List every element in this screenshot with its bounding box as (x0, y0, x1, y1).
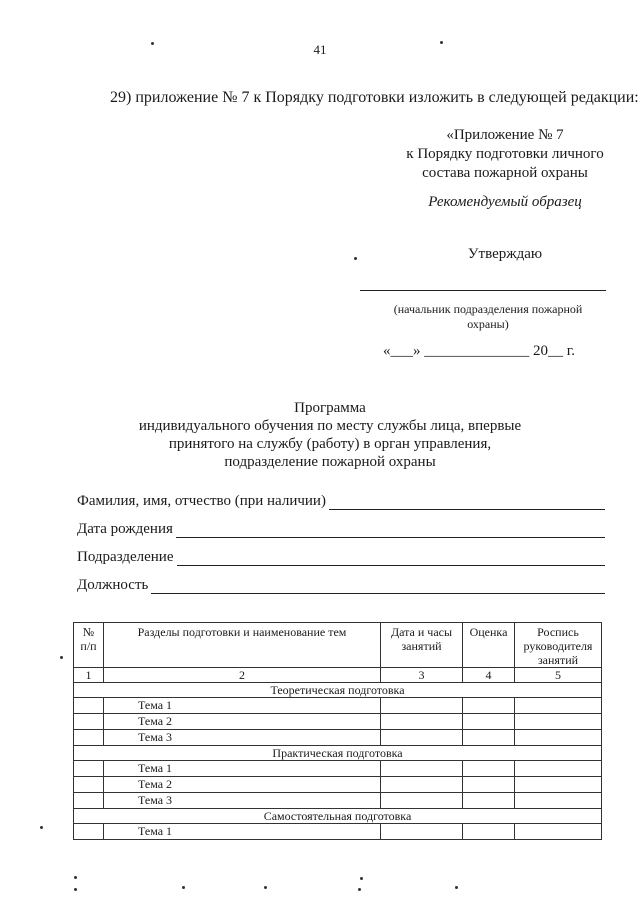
header-line: № (82, 625, 95, 639)
scan-speck (354, 257, 357, 260)
cell-date[interactable] (381, 730, 463, 746)
signature-line (360, 290, 606, 291)
topic-name: Тема 2 (104, 714, 381, 730)
section-title: Самостоятельная подготовка (74, 809, 602, 824)
cell-num[interactable] (74, 793, 104, 809)
table-row (74, 793, 602, 809)
column-number: 1 (74, 668, 104, 683)
cell-num[interactable] (74, 714, 104, 730)
cell-grade[interactable] (463, 730, 515, 746)
header-date (381, 623, 463, 668)
column-number-row (74, 668, 602, 683)
approval-title: Утверждаю (467, 246, 543, 262)
table-row (74, 761, 602, 777)
field-position (77, 577, 605, 594)
column-number: 4 (463, 668, 515, 683)
cell-grade[interactable] (463, 824, 515, 840)
program-line: принятого на службу (работу) в орган управления, (168, 436, 492, 452)
scan-speck (358, 888, 361, 891)
full-name-blank[interactable] (329, 497, 605, 510)
field-label: Фамилия, имя, отчество (при наличии) (77, 493, 326, 509)
cell-signature[interactable] (515, 730, 602, 746)
scan-speck (264, 886, 267, 889)
scan-speck (360, 877, 363, 880)
field-full-name (77, 493, 605, 510)
cell-date[interactable] (381, 698, 463, 714)
cell-signature[interactable] (515, 698, 602, 714)
field-unit (77, 549, 605, 566)
cell-grade[interactable] (463, 698, 515, 714)
scan-speck (40, 826, 43, 829)
program-title (80, 399, 580, 471)
training-plan-table (73, 622, 602, 840)
header-signature (515, 623, 602, 668)
topic-name: Тема 1 (104, 698, 381, 714)
appendix-line: «Приложение № 7 (446, 127, 564, 143)
scan-speck (74, 876, 77, 879)
program-line: подразделение пожарной охраны (224, 454, 436, 470)
topic-name: Тема 2 (104, 777, 381, 793)
cell-date[interactable] (381, 824, 463, 840)
program-line: индивидуального обучения по месту службы лица, впервые (138, 418, 522, 434)
topic-name: Тема 1 (104, 824, 381, 840)
column-number: 3 (381, 668, 463, 683)
intro-paragraph: 29) приложение № 7 к Порядку подготовки изложить в следующей редакции: (110, 89, 639, 106)
cell-grade[interactable] (463, 777, 515, 793)
section-title: Практическая подготовка (74, 746, 602, 761)
table-row (74, 730, 602, 746)
birth-date-blank[interactable] (176, 525, 605, 538)
table-row (74, 777, 602, 793)
field-label: Подразделение (77, 549, 174, 565)
header-grade: Оценка (463, 623, 515, 668)
header-num (74, 623, 104, 668)
cell-num[interactable] (74, 777, 104, 793)
topic-name: Тема 3 (104, 730, 381, 746)
scan-speck (440, 41, 443, 44)
cell-date[interactable] (381, 714, 463, 730)
column-number: 2 (104, 668, 381, 683)
header-line: п/п (80, 639, 97, 653)
cell-grade[interactable] (463, 793, 515, 809)
table-row (74, 698, 602, 714)
table-row (74, 824, 602, 840)
cell-signature[interactable] (515, 777, 602, 793)
section-row (74, 683, 602, 698)
header-line: Дата и часы (390, 625, 453, 639)
cell-num[interactable] (74, 761, 104, 777)
cell-grade[interactable] (463, 761, 515, 777)
caption-line: охраны) (467, 317, 509, 331)
cell-signature[interactable] (515, 793, 602, 809)
cell-signature[interactable] (515, 761, 602, 777)
table-row (74, 714, 602, 730)
program-line: Программа (294, 400, 366, 416)
cell-date[interactable] (381, 777, 463, 793)
scan-speck (60, 656, 63, 659)
header-section: Разделы подготовки и наименование тем (104, 623, 381, 668)
topic-name: Тема 3 (104, 793, 381, 809)
cell-num[interactable] (74, 730, 104, 746)
unit-blank[interactable] (177, 553, 606, 566)
cell-num[interactable] (74, 698, 104, 714)
appendix-line: к Порядку подготовки личного (406, 146, 604, 162)
cell-signature[interactable] (515, 714, 602, 730)
field-label: Дата рождения (77, 521, 173, 537)
approval-date-line: «___» ______________ 20__ г. (383, 343, 575, 359)
scan-speck (455, 886, 458, 889)
caption-line: (начальник подразделения пожарной (393, 302, 583, 316)
section-row (74, 809, 602, 824)
field-label: Должность (77, 577, 149, 593)
appendix-line: состава пожарной охраны (422, 165, 588, 181)
cell-date[interactable] (381, 761, 463, 777)
scan-speck (182, 886, 185, 889)
header-line: занятий (537, 653, 579, 667)
section-row (74, 746, 602, 761)
page-number: 41 (313, 42, 327, 57)
appendix-header (380, 126, 630, 183)
sample-label: Рекомендуемый образец (428, 194, 582, 210)
cell-num[interactable] (74, 824, 104, 840)
cell-signature[interactable] (515, 824, 602, 840)
header-line: занятий (401, 639, 442, 653)
signature-caption (365, 302, 611, 332)
cell-grade[interactable] (463, 714, 515, 730)
topic-name: Тема 1 (104, 761, 381, 777)
scan-speck (74, 888, 77, 891)
cell-date[interactable] (381, 793, 463, 809)
field-birth-date (77, 521, 605, 538)
scan-speck (151, 42, 154, 45)
column-number: 5 (515, 668, 602, 683)
section-title: Теоретическая подготовка (74, 683, 602, 698)
header-line: руководителя (523, 639, 593, 653)
position-blank[interactable] (151, 581, 605, 594)
header-line: Роспись (537, 625, 579, 639)
